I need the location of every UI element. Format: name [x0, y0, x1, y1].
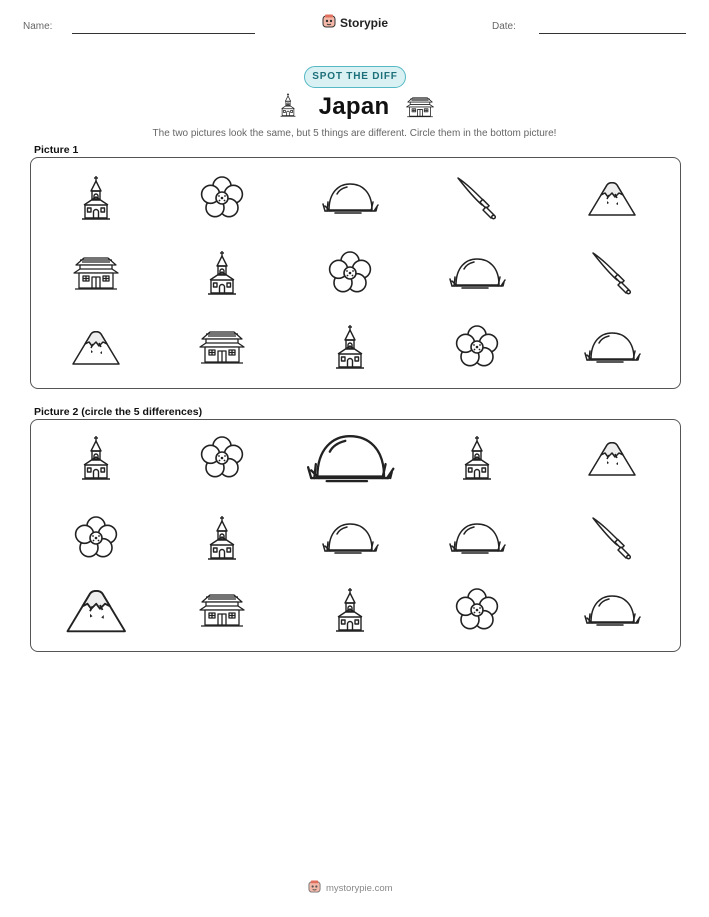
date-field-line[interactable] [539, 33, 686, 34]
rock-icon[interactable] [321, 180, 379, 216]
name-field-line[interactable] [72, 33, 255, 34]
rock-icon[interactable] [583, 329, 641, 365]
brand-logo[interactable] [322, 14, 388, 31]
flower-icon[interactable] [327, 250, 373, 296]
storypie-logo-icon [322, 14, 336, 31]
flower-icon[interactable] [454, 587, 500, 633]
church-icon [280, 91, 296, 124]
pagoda-house-icon[interactable] [72, 255, 120, 291]
name-label: Name: [23, 21, 53, 32]
sword-icon[interactable] [590, 250, 634, 296]
brand-name: Storypie [340, 15, 389, 30]
flower-icon[interactable] [73, 515, 119, 561]
mountain-icon[interactable] [71, 327, 121, 367]
spot-the-diff-badge: SPOT THE DIFF [304, 66, 406, 88]
flower-icon[interactable] [199, 175, 245, 221]
rock-icon[interactable] [305, 430, 395, 486]
pagoda-house-icon [405, 96, 435, 123]
rock-icon[interactable] [448, 255, 506, 291]
sword-icon[interactable] [455, 175, 499, 221]
date-label: Date: [492, 21, 516, 32]
church-icon[interactable] [462, 435, 492, 481]
instructions-text: The two pictures look the same, but 5 things are different. Circle them in the bottom picture! [152, 128, 557, 139]
pagoda-house-icon[interactable] [198, 592, 246, 628]
flower-icon[interactable] [454, 324, 500, 370]
rock-icon[interactable] [583, 592, 641, 628]
storypie-logo-icon [308, 880, 321, 896]
church-icon[interactable] [207, 515, 237, 561]
mountain-icon[interactable] [587, 438, 637, 478]
rock-icon[interactable] [448, 520, 506, 556]
church-icon[interactable] [207, 250, 237, 296]
page-title: Japan [318, 93, 390, 120]
mountain-icon[interactable] [587, 178, 637, 218]
sword-icon[interactable] [590, 515, 634, 561]
footer-url[interactable]: mystorypie.com [326, 882, 393, 894]
footer [308, 880, 393, 896]
mountain-icon[interactable] [65, 585, 128, 635]
pagoda-house-icon[interactable] [198, 329, 246, 365]
church-icon[interactable] [335, 587, 365, 633]
rock-icon[interactable] [321, 520, 379, 556]
flower-icon[interactable] [199, 435, 245, 481]
church-icon[interactable] [81, 435, 111, 481]
picture-1-label: Picture 1 [34, 144, 79, 156]
church-icon[interactable] [81, 175, 111, 221]
picture-2-label: Picture 2 (circle the 5 differences) [34, 406, 203, 418]
church-icon[interactable] [335, 324, 365, 370]
